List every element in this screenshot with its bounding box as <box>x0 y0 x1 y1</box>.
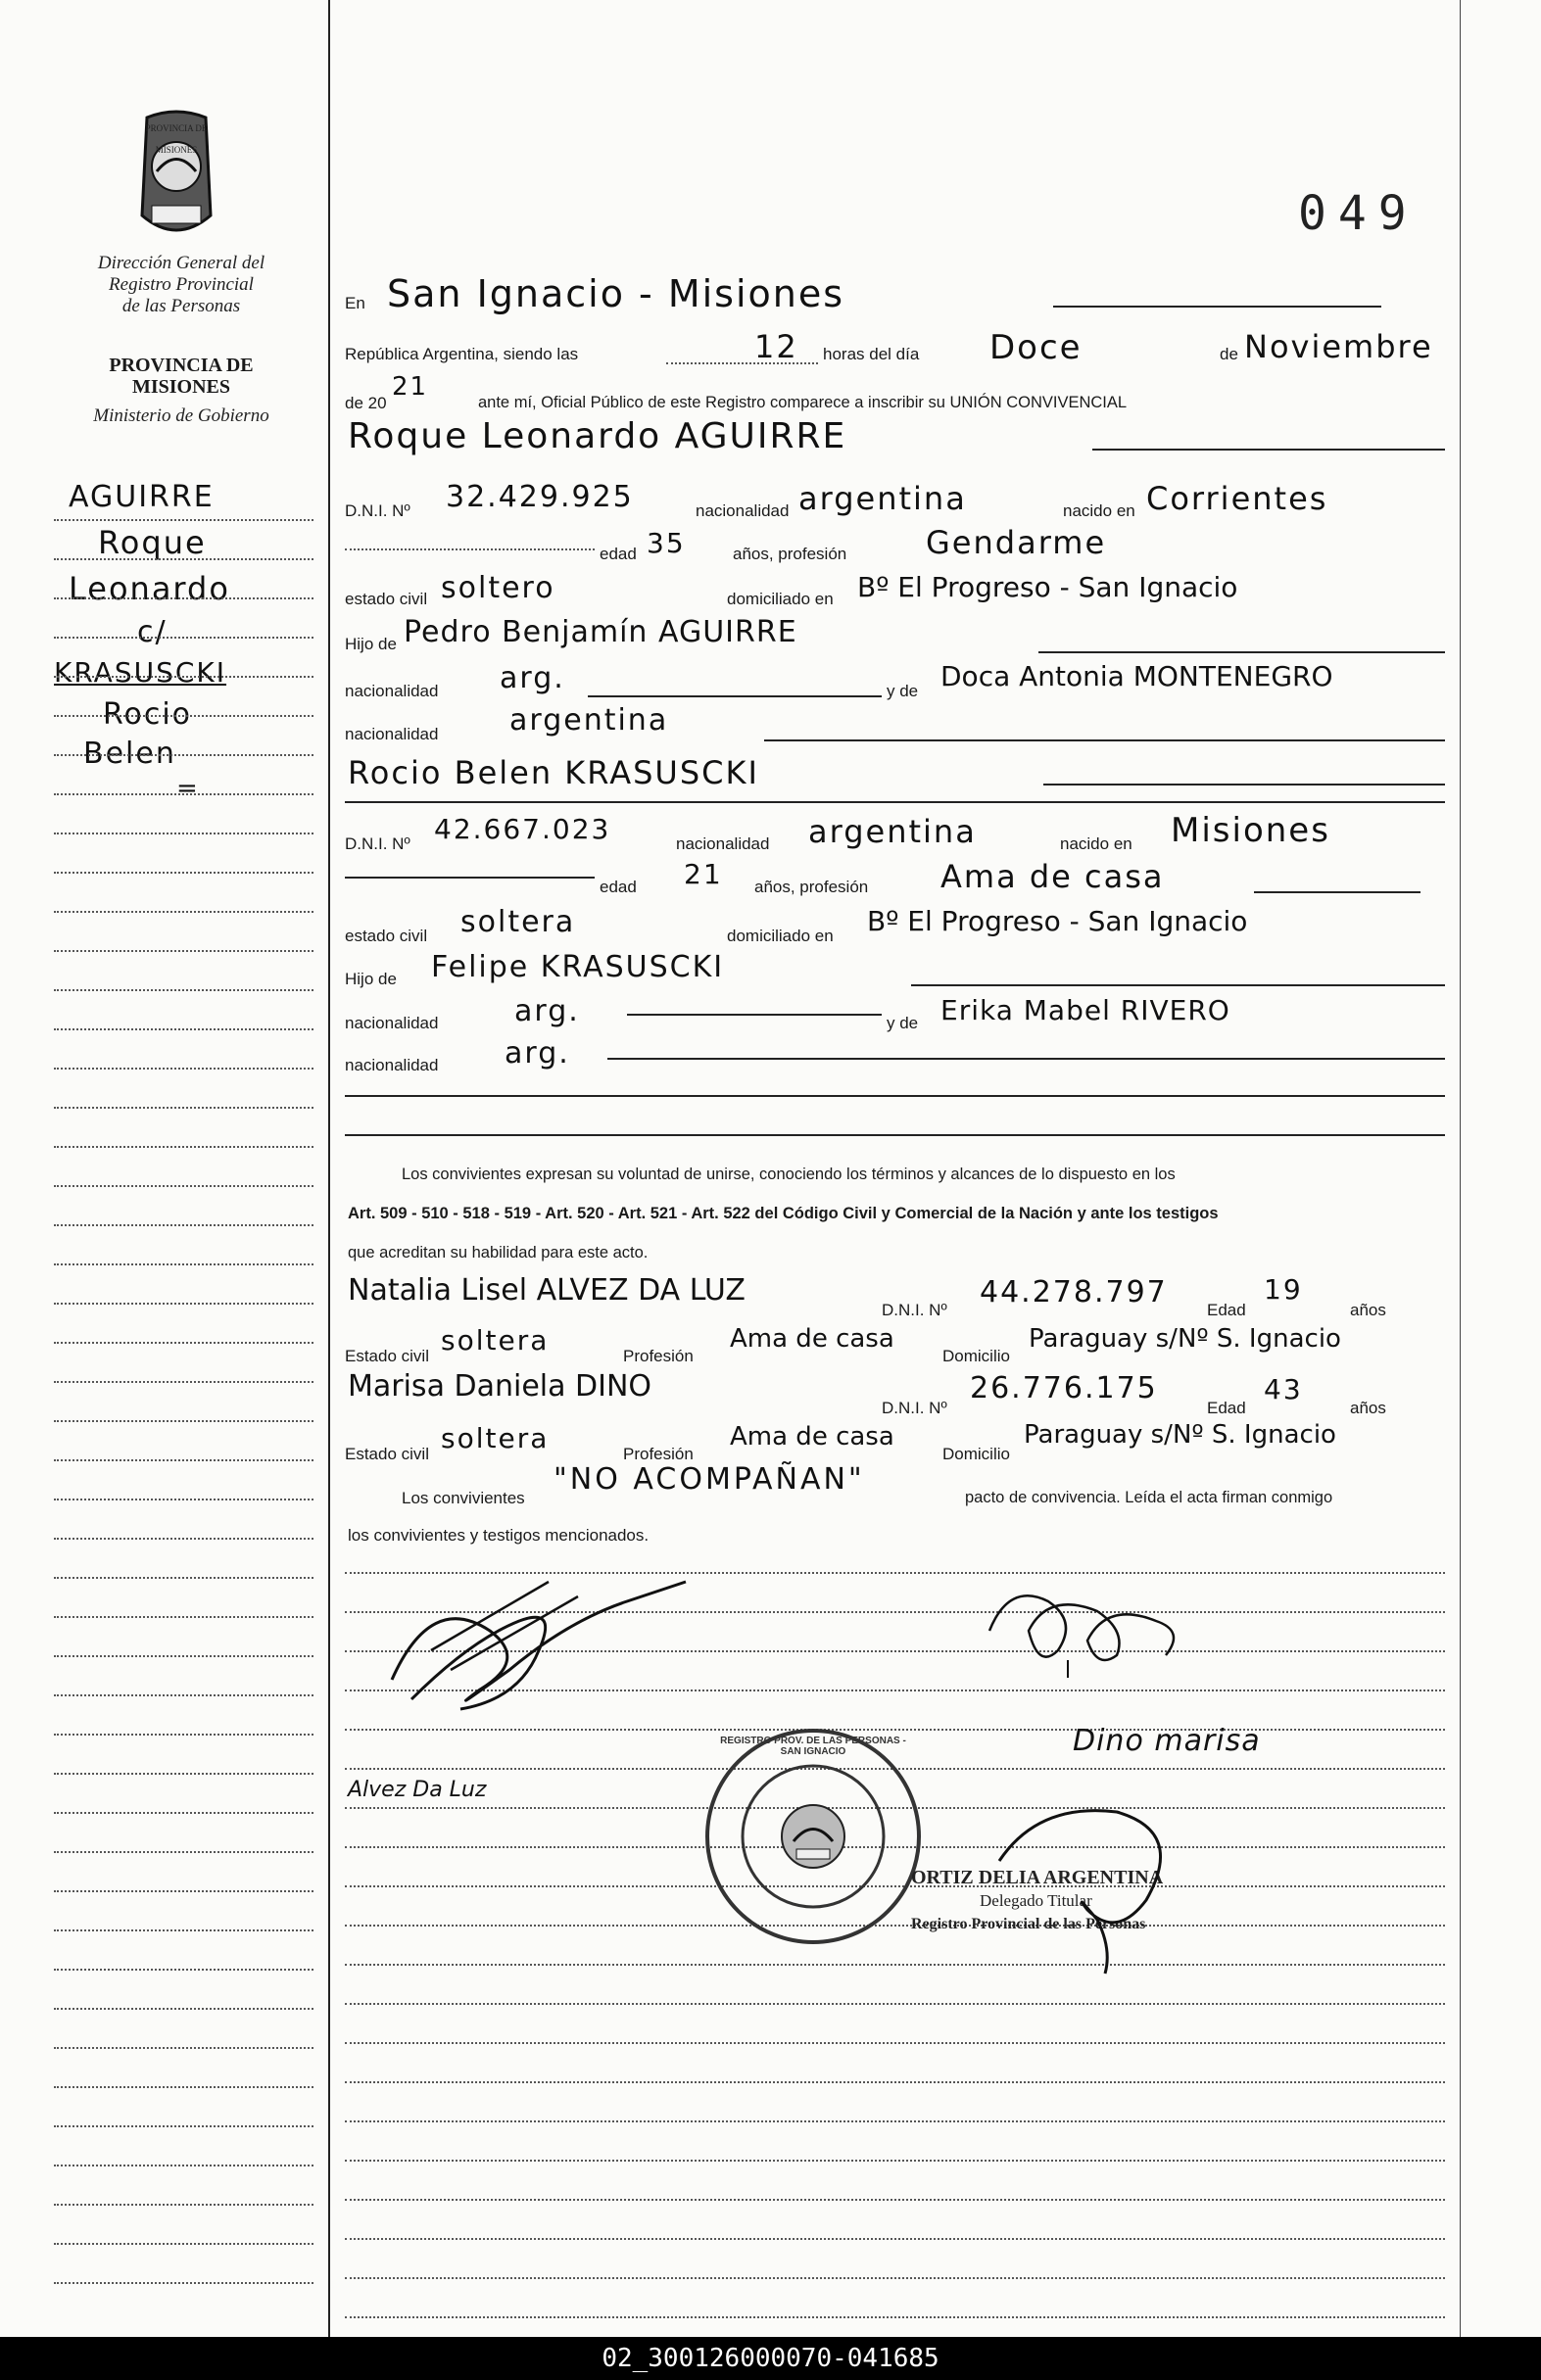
label-nacido-en: nacido en <box>1060 834 1132 853</box>
rule <box>345 801 1445 803</box>
label-los-convivientes: Los convivientes <box>402 1489 525 1507</box>
signature-witness2: Dino marisa <box>1073 1724 1261 1758</box>
rule <box>764 739 1445 741</box>
witness2-address: Paraguay s/Nº S. Ignacio <box>1024 1420 1336 1450</box>
signature-witness1: Alvez Da Luz <box>348 1778 487 1802</box>
margin-note-line: KRASUSCKI <box>54 656 227 689</box>
witness1-dni: 44.278.797 <box>980 1275 1168 1309</box>
party1-mother-nationality: argentina <box>509 703 669 738</box>
label-witness-edad: Edad <box>1207 1399 1246 1417</box>
rule <box>1038 651 1445 653</box>
label-witness-estado-civil: Estado civil <box>345 1445 429 1463</box>
rule <box>911 984 1445 986</box>
signature-rule-line <box>345 2277 1445 2279</box>
label-nacionalidad: nacionalidad <box>696 501 790 520</box>
party1-mother: Doca Antonia MONTENEGRO <box>940 660 1333 692</box>
rule <box>1254 891 1421 893</box>
margin-rule-line <box>54 2086 313 2088</box>
rule <box>1043 784 1445 785</box>
margin-rule-line <box>54 1577 313 1579</box>
margin-note-line: Belen <box>83 737 176 771</box>
margin-note-line: Roque <box>98 524 207 561</box>
label-witness-edad: Edad <box>1207 1301 1246 1319</box>
party1-father-nationality: arg. <box>500 661 565 695</box>
witness1-civil-status: soltera <box>441 1324 550 1357</box>
seal-ring-text: REGISTRO PROV. DE LAS PERSONAS - SAN IGNACIO <box>720 1736 906 1757</box>
witness1-age: 19 <box>1264 1273 1303 1306</box>
signature-rule-line <box>345 2042 1445 2044</box>
witness1-address: Paraguay s/Nº S. Ignacio <box>1029 1324 1341 1354</box>
margin-note-line: c/ <box>137 615 168 649</box>
party1-nationality: argentina <box>798 480 967 517</box>
official-seal <box>700 1724 926 1949</box>
party2-age: 21 <box>684 858 723 890</box>
label-witness-dni: D.N.I. Nº <box>882 1399 947 1417</box>
margin-rule-line <box>54 1107 313 1109</box>
act-hour: 12 <box>754 328 798 365</box>
margin-rule-line <box>54 1773 313 1775</box>
margin-rule-line <box>54 1538 313 1540</box>
agreement-value: "NO ACOMPAÑAN" <box>554 1462 865 1497</box>
margin-rule-line <box>54 989 313 991</box>
label-nacionalidad: nacionalidad <box>345 1056 439 1074</box>
margin-rule-line <box>54 1655 313 1657</box>
party2-name: Rocio Belen KRASUSCKI <box>348 754 759 791</box>
margin-rule-line <box>54 911 313 913</box>
margin-rule-line <box>54 1499 313 1500</box>
rule <box>345 1134 1445 1136</box>
label-estado-civil: estado civil <box>345 927 428 945</box>
margin-rule-line <box>54 1734 313 1736</box>
paragraph-line2: Art. 509 - 510 - 518 - 519 - Art. 520 - Art. 521 - Art. 522 del Código Civil y Comercial de la Nación y ante los testigos <box>348 1205 1219 1222</box>
witness2-dni: 26.776.175 <box>970 1371 1158 1405</box>
label-witness-domicilio: Domicilio <box>942 1347 1010 1365</box>
party2-mother: Erika Mabel RIVERO <box>940 994 1230 1026</box>
label-witness-domicilio: Domicilio <box>942 1445 1010 1463</box>
label-witness-dni: D.N.I. Nº <box>882 1301 947 1319</box>
margin-note-line: AGUIRRE <box>69 480 215 514</box>
label-witness-anos: años <box>1350 1399 1386 1417</box>
paragraph-line3: que acreditan su habilidad para este acto. <box>348 1244 649 1261</box>
party1-address: Bº El Progreso - San Ignacio <box>857 571 1238 603</box>
label-pacto: pacto de convivencia. Leída el acta firman conmigo <box>965 1489 1333 1506</box>
margin-rule-line <box>54 558 313 560</box>
margin-rule-line <box>54 637 313 639</box>
label-dni: D.N.I. Nº <box>345 501 410 520</box>
label-witness-profesion: Profesión <box>623 1445 694 1463</box>
party2-address: Bº El Progreso - San Ignacio <box>867 905 1248 937</box>
label-witness-profesion: Profesión <box>623 1347 694 1365</box>
margin-rule-line <box>54 2204 313 2206</box>
margin-rule-line <box>54 833 313 834</box>
label-closing: los convivientes y testigos mencionados. <box>348 1526 650 1545</box>
party1-dni: 32.429.925 <box>446 480 634 514</box>
witness2-civil-status: soltera <box>441 1422 550 1454</box>
act-month: Noviembre <box>1244 328 1433 365</box>
margin-rule-line <box>54 2282 313 2284</box>
act-place: San Ignacio - Misiones <box>387 272 845 315</box>
margin-rule-line <box>54 754 313 756</box>
party2-nationality: argentina <box>808 813 977 850</box>
witness2-profession: Ama de casa <box>730 1422 894 1452</box>
act-day: Doce <box>989 328 1083 367</box>
label-edad: edad <box>600 878 637 896</box>
signature-rule-line <box>345 2238 1445 2240</box>
rule <box>607 1058 1445 1060</box>
label-y-de: y de <box>887 1014 919 1032</box>
official-office: Registro Provincial de las Personas <box>911 1916 1146 1932</box>
margin-rule-line <box>54 1146 313 1148</box>
label-en: En <box>345 294 365 312</box>
margin-rule-line <box>54 1420 313 1422</box>
label-republica: República Argentina, siendo las <box>345 345 579 363</box>
party2-birthplace: Misiones <box>1171 811 1330 850</box>
margin-rule-line <box>54 1028 313 1030</box>
label-horas-del-dia: horas del día <box>823 345 920 363</box>
witness2-name: Marisa Daniela DINO <box>348 1369 652 1404</box>
party2-father-nationality: arg. <box>514 994 580 1028</box>
signature-rule-line <box>345 2081 1445 2083</box>
rule <box>345 548 595 550</box>
act-year: 21 <box>392 372 429 402</box>
agency-name: Dirección General del Registro Provincial de las Personas <box>97 253 265 316</box>
crest-label: PROVINCIA DE MISIONES <box>145 123 208 155</box>
margin-rule-line <box>54 1890 313 1892</box>
margin-rule-line <box>54 872 313 874</box>
margin-rule-line <box>54 1342 313 1344</box>
paragraph-line1: Los convivientes expresan su voluntad de unirse, conociendo los términos y alcances de lo dispuesto en los <box>402 1166 1176 1183</box>
party1-name: Roque Leonardo AGUIRRE <box>348 416 847 456</box>
signature-rule-line <box>345 2316 1445 2318</box>
margin-rule-line <box>54 676 313 678</box>
label-de-month: de <box>1220 345 1238 363</box>
margin-rule-line <box>54 715 313 717</box>
signature-rule-line <box>345 1964 1445 1966</box>
rule <box>345 1095 1445 1097</box>
party1-father: Pedro Benjamín AGUIRRE <box>404 615 797 649</box>
margin-rule-line <box>54 793 313 795</box>
margin-rule-line <box>54 1303 313 1305</box>
act-number: 049 <box>1298 186 1419 241</box>
party1-age: 35 <box>647 527 686 559</box>
signature-rule-line <box>345 2003 1445 2005</box>
margin-rule-line <box>54 2165 313 2166</box>
label-domiciliado-en: domiciliado en <box>727 927 834 945</box>
party1-profession: Gendarme <box>926 524 1107 561</box>
party2-mother-nationality: arg. <box>505 1036 570 1071</box>
official-signature <box>980 1783 1195 1978</box>
province-name: PROVINCIA DE MISIONES <box>109 355 254 398</box>
label-estado-civil: estado civil <box>345 590 428 608</box>
label-nacionalidad: nacionalidad <box>676 834 770 853</box>
label-witness-estado-civil: Estado civil <box>345 1347 429 1365</box>
margin-rule-line <box>54 1068 313 1070</box>
margin-rule-line <box>54 1851 313 1853</box>
official-name: ORTIZ DELIA ARGENTINA <box>911 1867 1164 1888</box>
witness2-age: 43 <box>1264 1373 1303 1405</box>
margin-rule-line <box>54 2125 313 2127</box>
rule <box>1092 449 1445 451</box>
margin-rule-line <box>54 1812 313 1814</box>
margin-rule-line <box>54 519 313 521</box>
ministry-name: Ministerio de Gobierno <box>93 405 269 426</box>
label-hijo-de: Hijo de <box>345 635 397 653</box>
label-ante-mi: ante mí, Oficial Público de este Registro comparece a inscribir su UNIÓN CONVIVENCIAL <box>478 394 1128 411</box>
rule <box>345 877 595 879</box>
margin-rule-line <box>54 1969 313 1971</box>
party1-birthplace: Corrientes <box>1146 480 1328 517</box>
margin-note-line: = <box>176 774 200 803</box>
label-anos-profesion: años, profesión <box>754 878 869 896</box>
witness1-profession: Ama de casa <box>730 1324 894 1354</box>
margin-note-line: Leonardo <box>69 570 230 607</box>
margin-rule-left <box>328 0 330 2337</box>
margin-rule-line <box>54 1263 313 1265</box>
margin-rule-line <box>54 597 313 599</box>
margin-rule-right <box>1460 0 1461 2337</box>
label-anos-profesion: años, profesión <box>733 545 847 563</box>
party2-civil-status: soltera <box>460 905 576 939</box>
signature-rule-line <box>345 2160 1445 2162</box>
label-domiciliado-en: domiciliado en <box>727 590 834 608</box>
rule <box>588 695 882 697</box>
label-nacido-en: nacido en <box>1063 501 1135 520</box>
rule <box>1053 306 1381 308</box>
margin-rule-line <box>54 950 313 952</box>
document-code-bar: 02_300126000070-041685 <box>0 2337 1541 2380</box>
margin-rule-line <box>54 1459 313 1461</box>
signature-party1 <box>372 1562 696 1729</box>
signature-rule-line <box>345 2199 1445 2201</box>
label-nacionalidad: nacionalidad <box>345 682 439 700</box>
party2-father: Felipe KRASUSCKI <box>431 950 725 984</box>
rule <box>627 1014 882 1016</box>
label-nacionalidad: nacionalidad <box>345 725 439 743</box>
party1-civil-status: soltero <box>441 571 555 605</box>
margin-rule-line <box>54 2047 313 2049</box>
official-role: Delegado Titular <box>980 1891 1092 1910</box>
label-edad: edad <box>600 545 637 563</box>
margin-rule-line <box>54 1381 313 1383</box>
margin-rule-line <box>54 1929 313 1931</box>
margin-rule-line <box>54 1616 313 1618</box>
signature-party2 <box>970 1572 1205 1680</box>
party2-dni: 42.667.023 <box>434 813 611 845</box>
witness1-name: Natalia Lisel ALVEZ DA LUZ <box>348 1273 746 1308</box>
label-dni: D.N.I. Nº <box>345 834 410 853</box>
margin-rule-line <box>54 1224 313 1226</box>
margin-rule-line <box>54 1185 313 1187</box>
margin-note-line: Rocio <box>103 697 193 732</box>
margin-rule-line <box>54 2243 313 2245</box>
label-y-de: y de <box>887 682 919 700</box>
margin-rule-line <box>54 1694 313 1696</box>
label-hijo-de: Hijo de <box>345 970 397 988</box>
margin-rule-line <box>54 2008 313 2010</box>
party2-profession: Ama de casa <box>940 858 1165 895</box>
label-de-20: de 20 <box>345 394 387 412</box>
signature-rule-line <box>345 2120 1445 2122</box>
label-witness-anos: años <box>1350 1301 1386 1319</box>
label-nacionalidad: nacionalidad <box>345 1014 439 1032</box>
